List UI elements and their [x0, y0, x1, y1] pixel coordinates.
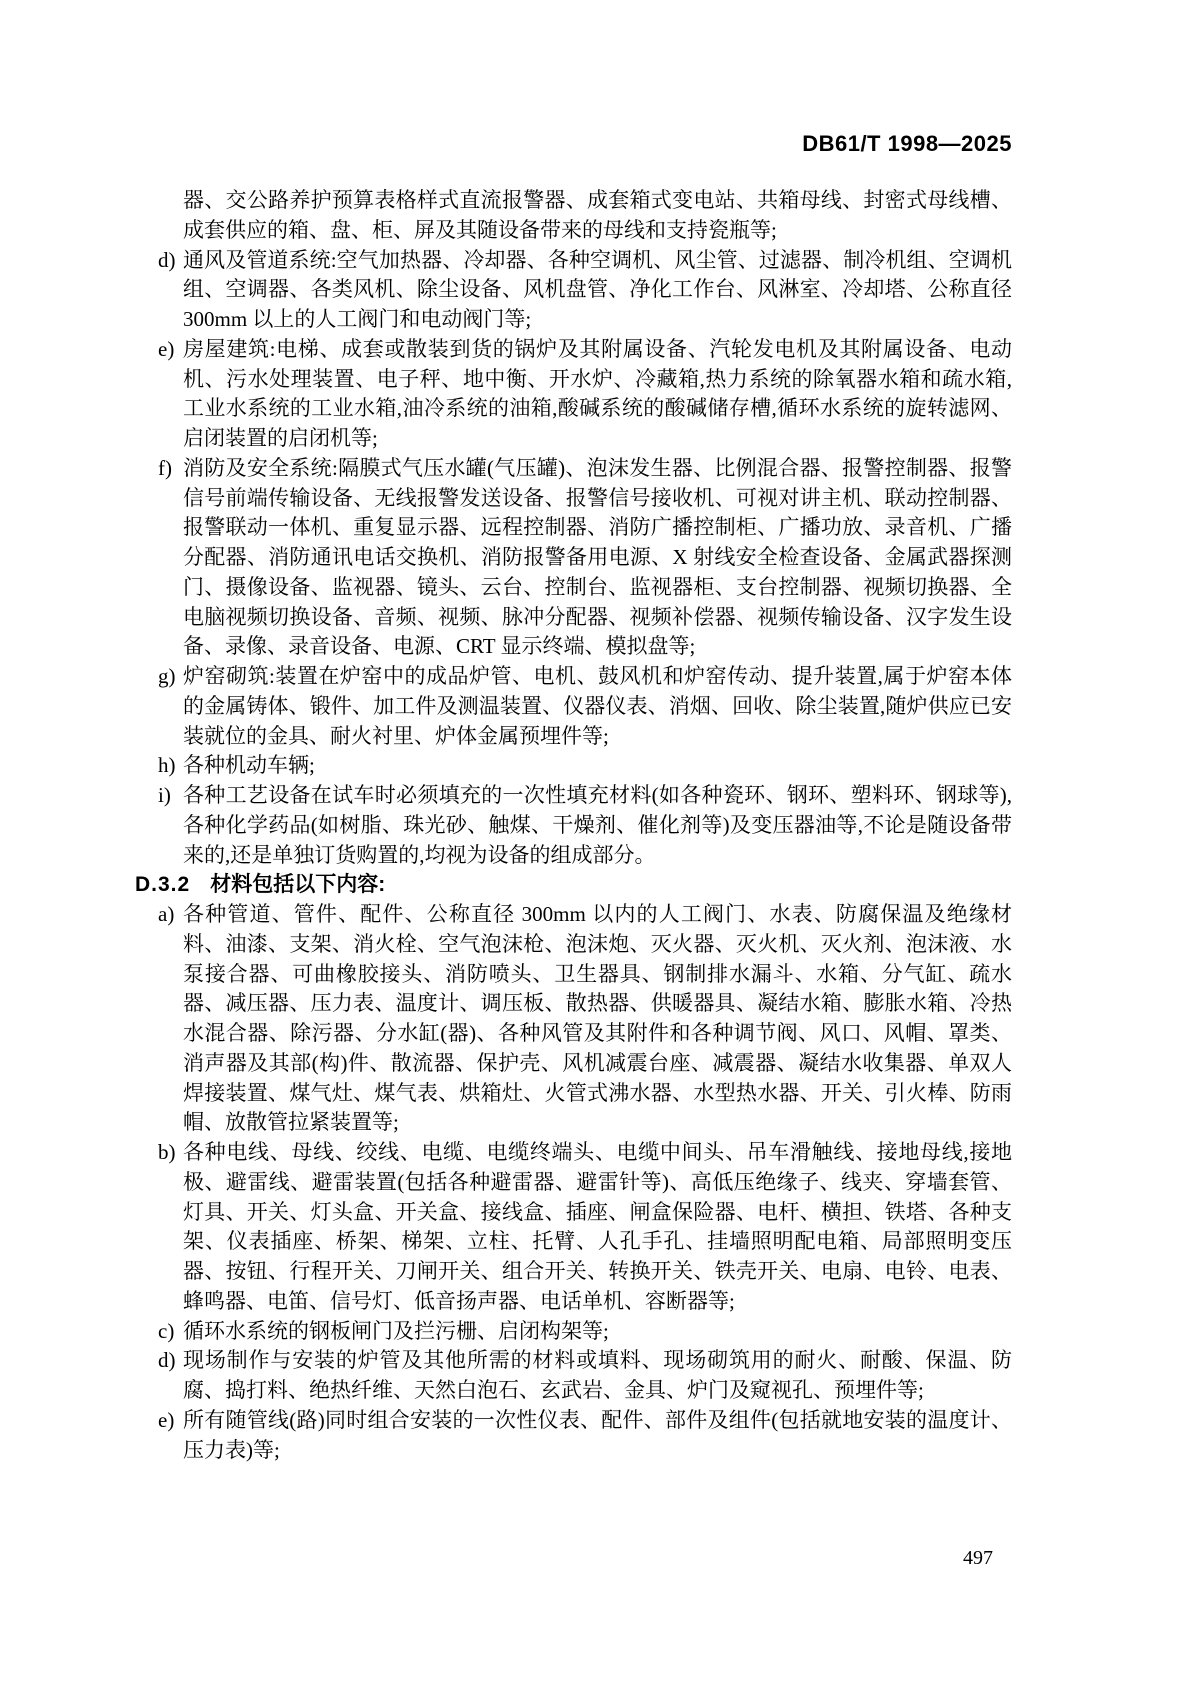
paragraph-continuation: 器、交公路养护预算表格样式直流报警器、成套箱式变电站、共箱母线、封密式母线槽、成套供应的箱、盘、柜、屏及其随设备带来的母线和支持瓷瓶等;	[183, 188, 1012, 242]
clause-number: D.3.2	[135, 873, 191, 897]
list-item-text: 各种机动车辆;	[183, 753, 315, 778]
list-item-text: 循环水系统的钢板闸门及拦污栅、启闭构架等;	[183, 1318, 609, 1343]
list-item-label: e)	[158, 336, 175, 361]
list-item-c2	[135, 1317, 1012, 1347]
list-item-g	[135, 662, 1012, 751]
list-item-i	[135, 781, 1012, 870]
clause-heading-d32	[135, 870, 1012, 900]
list-item-label: d)	[158, 247, 176, 272]
list-item-text: 房屋建筑:电梯、成套或散装到货的锅炉及其附属设备、汽轮发电机及其附属设备、电动机、污水处理装置、电子秤、地中衡、开水炉、冷藏箱,热力系统的除氧器水箱和疏水箱,工业水系统的工业水箱,油冷系统的油箱,酸碱系统的酸碱储存槽,循环水系统的旋转滤网、启闭装置的启闭机等;	[183, 336, 1012, 450]
list-item-text: 所有随管线(路)同时组合安装的一次性仪表、配件、部件及组件(包括就地安装的温度计、压力表)等;	[183, 1407, 1012, 1462]
list-item-text: 现场制作与安装的炉管及其他所需的材料或填料、现场砌筑用的耐火、耐酸、保温、防腐、捣打料、绝热纤维、天然白泡石、玄武岩、金具、炉门及窥视孔、预埋件等;	[183, 1348, 1012, 1402]
page-content	[135, 186, 1012, 1465]
list-item-label: h)	[158, 753, 176, 778]
list-item-label: d)	[158, 1348, 176, 1373]
list-item-label: b)	[158, 1140, 176, 1164]
list-item-label: a)	[158, 902, 175, 926]
list-item-text: 通风及管道系统:空气加热器、冷却器、各种空调机、风尘管、过滤器、制冷机组、空调机组、空调器、各类风机、除尘设备、风机盘管、净化工作台、风淋室、冷却塔、公称直径 300mm 以上的人工阀门和电动阀门等;	[183, 247, 1012, 331]
list-item-d2	[135, 1346, 1012, 1406]
document-code: DB61/T 1998—2025	[802, 131, 1012, 156]
list-item-label: c)	[158, 1318, 175, 1343]
page-number: 497	[963, 1547, 993, 1569]
list-item-text: 消防及安全系统:隔膜式气压水罐(气压罐)、泡沫发生器、比例混合器、报警控制器、报警信号前端传输设备、无线报警发送设备、报警信号接收机、可视对讲主机、联动控制器、报警联动一体机、重复显示器、远程控制器、消防广播控制柜、广播功放、录音机、广播分配器、消防通讯电话交换机、消防报警备用电源、X 射线安全检查设备、金属武器探测门、摄像设备、监视器、镜头、云台、控制台、监视器柜、支台控制器、视频切换器、全电脑视频切换设备、音频、视频、脉冲分配器、视频补偿器、视频传输设备、汉字发生设备、录像、录音设备、电源、CRT 显示终端、模拟盘等;	[183, 455, 1012, 659]
list-item-label: e)	[158, 1407, 175, 1432]
list-item-a2	[135, 900, 1012, 1138]
page-header	[135, 131, 1012, 157]
page-footer	[963, 1546, 993, 1570]
list-item-text: 各种电线、母线、绞线、电缆、电缆终端头、电缆中间头、吊车滑触线、接地母线,接地极、避雷线、避雷装置(包括各种避雷器、避雷针等)、高低压绝缘子、线夹、穿墙套管、灯具、开关、灯头盒、开关盒、接线盒、插座、闸盒保险器、电杆、横担、铁塔、各种支架、仪表插座、桥架、梯架、立柱、托臂、人孔手孔、挂墙照明配电箱、局部照明变压器、按钮、行程开关、刀闸开关、组合开关、转换开关、铁壳开关、电扇、电铃、电表、蜂鸣器、电笛、信号灯、低音扬声器、电话单机、容断器等;	[183, 1140, 1012, 1313]
list-item-h	[135, 751, 1012, 781]
list-item-e2	[135, 1406, 1012, 1466]
list-item-label: g)	[158, 664, 176, 688]
clause-title: 材料包括以下内容:	[210, 873, 386, 897]
list-item-text: 炉窑砌筑:装置在炉窑中的成品炉管、电机、鼓风机和炉窑传动、提升装置,属于炉窑本体的金属铸体、锻件、加工件及测温装置、仪器仪表、消烟、回收、除尘装置,随炉供应已安装就位的金具、耐火衬里、炉体金属预埋件等;	[183, 664, 1012, 748]
list-item-e	[135, 335, 1012, 454]
list-item-f	[135, 454, 1012, 662]
list-item-label: f)	[158, 455, 172, 480]
list-item-text: 各种工艺设备在试车时必须填充的一次性填充材料(如各种瓷环、钢环、塑料环、钢球等),各种化学药品(如树脂、珠光砂、触煤、干燥剂、催化剂等)及变压器油等,不论是随设备带来的,还是单独订货购置的,均视为设备的组成部分。	[183, 783, 1012, 867]
list-item-d	[135, 246, 1012, 335]
list-item-text: 各种管道、管件、配件、公称直径 300mm 以内的人工阀门、水表、防腐保温及绝缘材料、油漆、支架、消火栓、空气泡沫枪、泡沫炮、灭火器、灭火机、灭火剂、泡沫液、水泵接合器、可曲橡胶接头、消防喷头、卫生器具、钢制排水漏斗、水箱、分气缸、疏水器、减压器、压力表、温度计、调压板、散热器、供暖器具、凝结水箱、膨胀水箱、冷热水混合器、除污器、分水缸(器)、各种风管及其附件和各种调节阀、风口、风帽、罩类、消声器及其部(构)件、散流器、保护壳、风机减震台座、减震器、凝结水收集器、单双人焊接装置、煤气灶、煤气表、烘箱灶、火管式沸水器、水型热水器、开关、引火棒、防雨帽、放散管拉紧装置等;	[183, 902, 1012, 1135]
list-item-b2	[135, 1138, 1012, 1317]
list-item-label: i)	[158, 783, 171, 807]
